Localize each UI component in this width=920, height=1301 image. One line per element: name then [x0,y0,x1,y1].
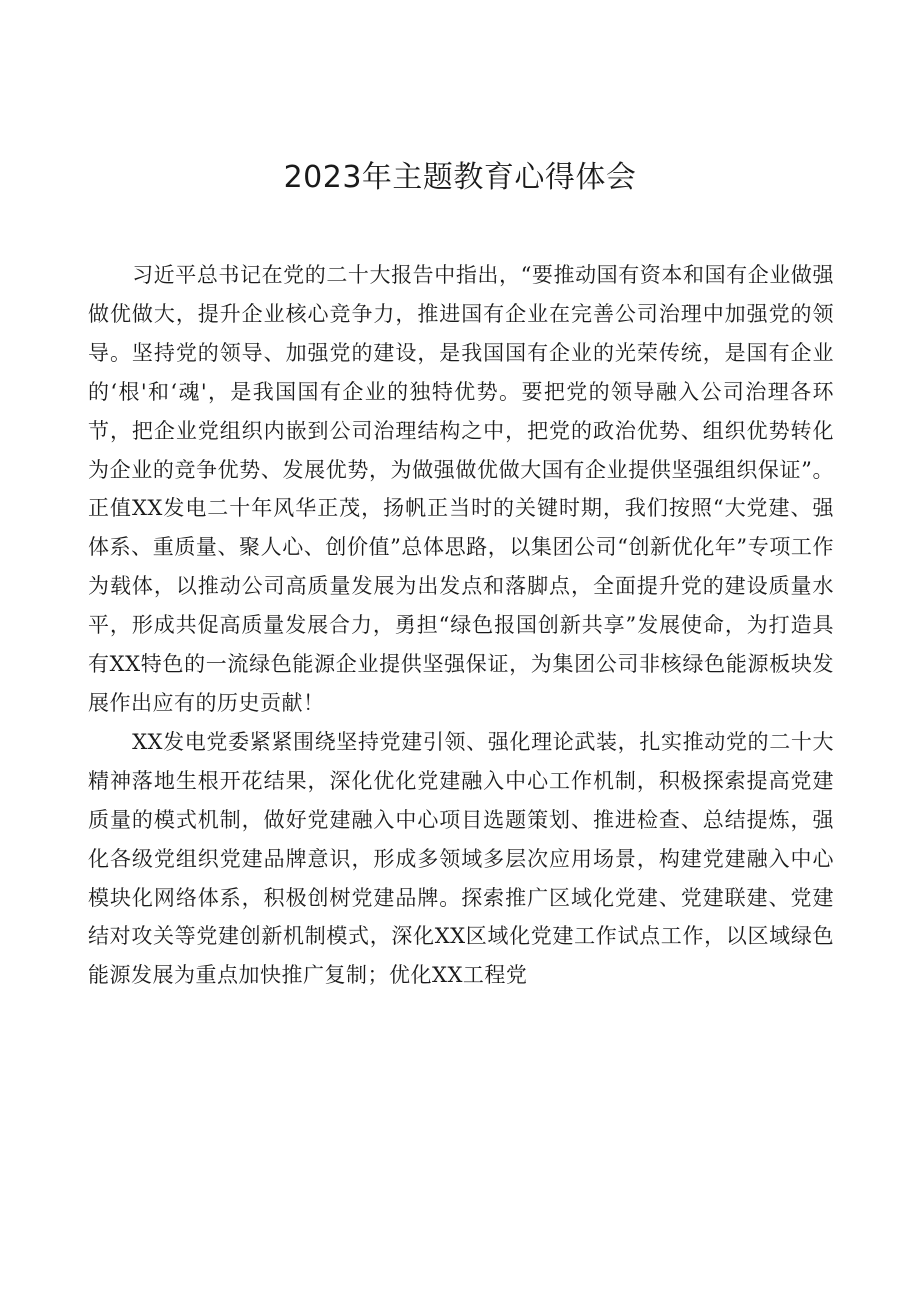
document-body [88,256,834,995]
document-title: 2023年主题教育心得体会 [283,160,637,195]
paragraph-2: XX发电党委紧紧围绕坚持党建引领、强化理论武装，扎实推动党的二十大精神落地生根开花结果，深化优化党建融入中心工作机制，积极探索提高党建质量的模式机制，做好党建融入中心项目选题策划、推进检查、总结提炼，强化各级党组织党建品牌意识，形成多领域多层次应用场景，构建党建融入中心模块化网络体系，积极创树党建品牌。探索推广区域化党建、党建联建、党建结对攻关等党建创新机制模式，深化XX区域化党建工作试点工作，以区域绿色能源发展为重点加快推广复制；优化XX工程党 [88,729,834,988]
paragraph-1: 习近平总书记在党的二十大报告中指出，“要推动国有资本和国有企业做强做优做大，提升企业核心竞争力，推进国有企业在完善公司治理中加强党的领导。坚持党的领导、加强党的建设，是我国国有企业的光荣传统，是国有企业的‘根'和‘魂'，是我国国有企业的独特优势。要把党的领导融入公司治理各环节，把企业党组织内嵌到公司治理结构之中，把党的政治优势、组织优势转化为企业的竞争优势、发展优势，为做强做优做大国有企业提供坚强组织保证”。正值XX发电二十年风华正茂，扬帆正当时的关键时期，我们按照“大党建、强体系、重质量、聚人心、创价值”总体思路，以集团公司“创新优化年”专项工作为载体，以推动公司高质量发展为出发点和落脚点，全面提升党的建设质量水平，形成共促高质量发展合力，勇担“绿色报国创新共享”发展使命，为打造具有XX特色的一流绿色能源企业提供坚强保证，为集团公司非核绿色能源板块发展作出应有的历史贡献！ [88,263,834,715]
